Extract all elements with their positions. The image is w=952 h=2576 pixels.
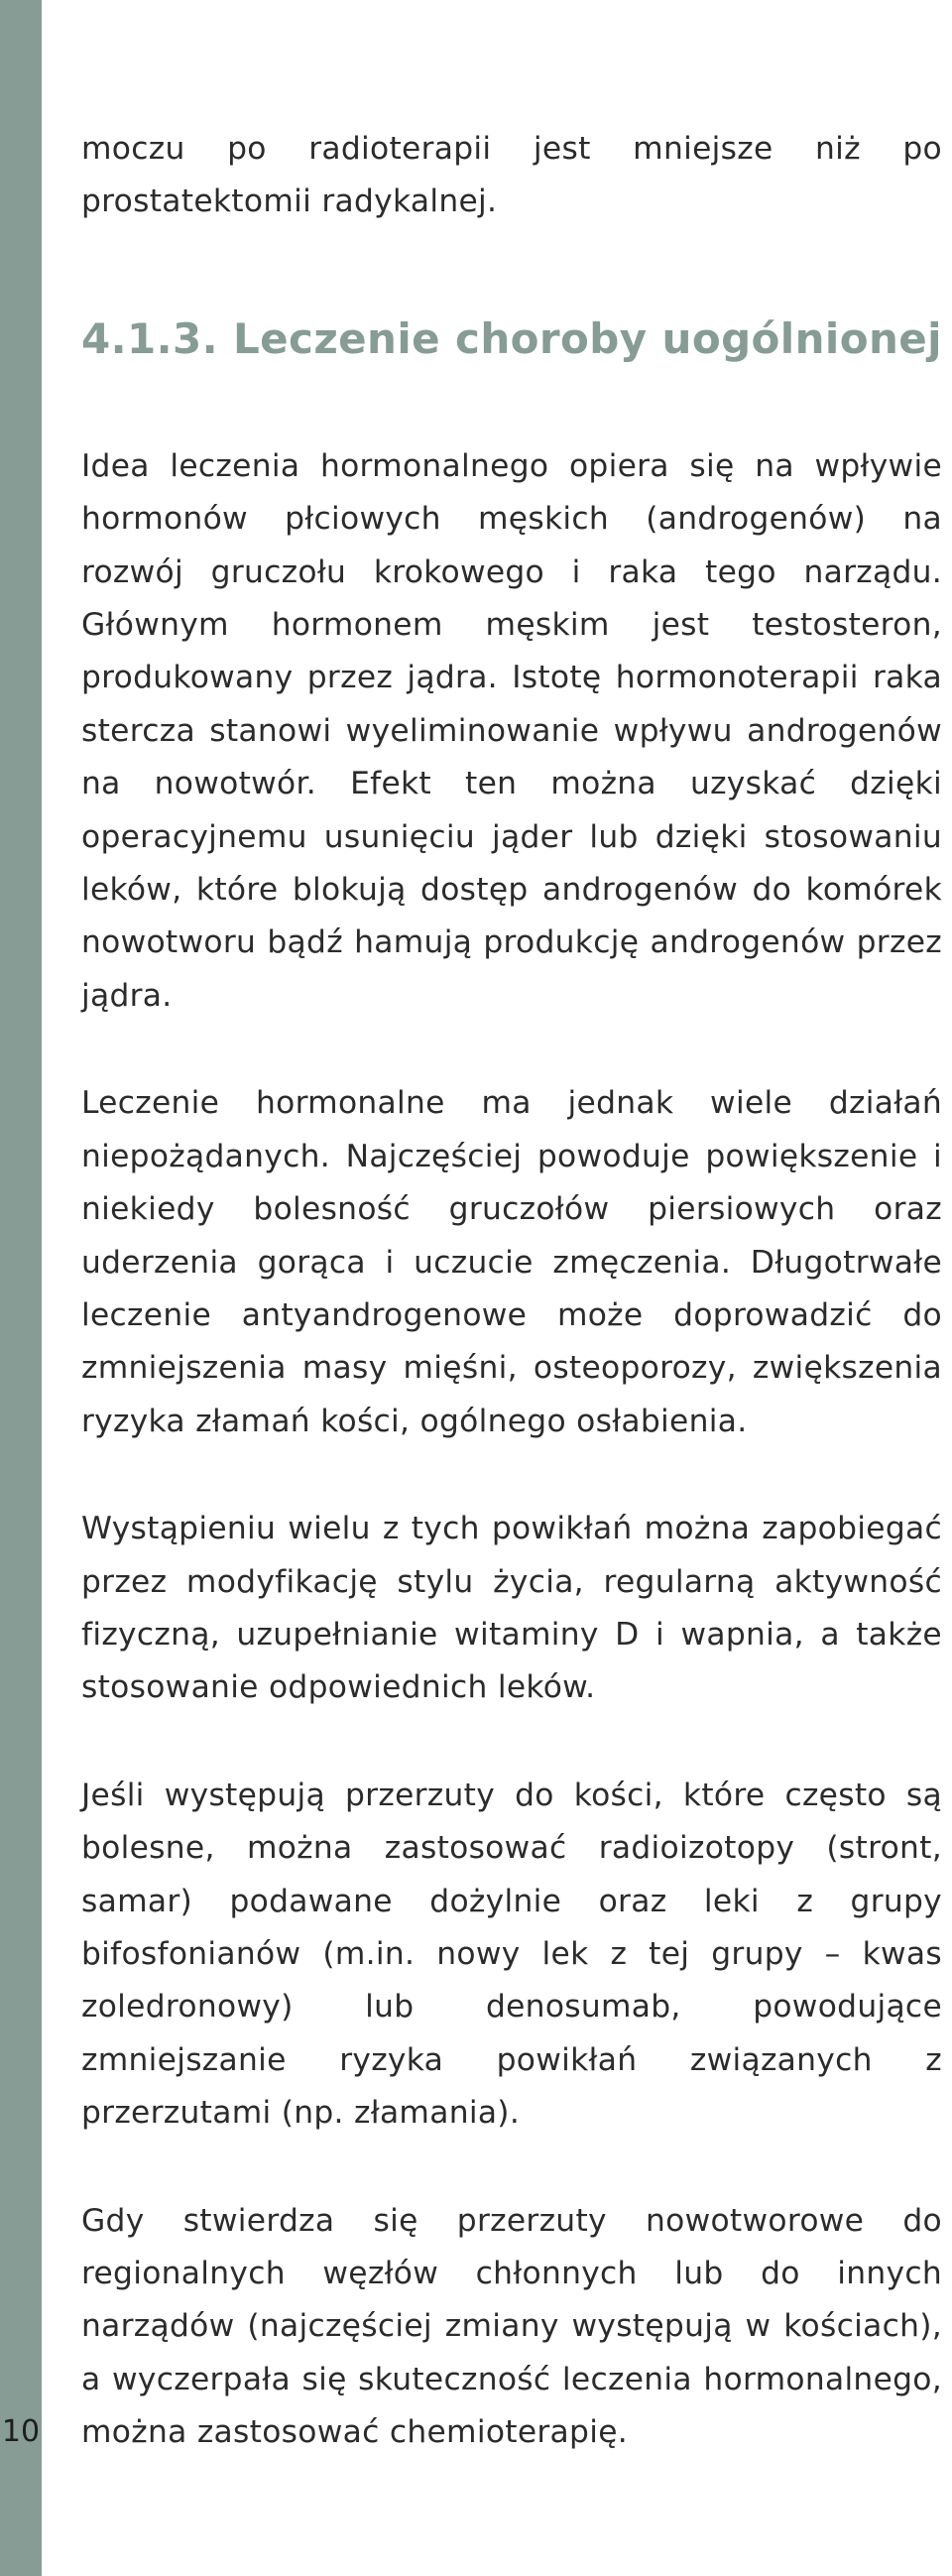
section-title: Leczenie choroby uogólnionej	[232, 313, 942, 363]
section-heading	[81, 311, 942, 367]
side-color-bar	[0, 0, 42, 2576]
section-number: 4.1.3.	[81, 313, 218, 363]
paragraph-side-effects: Leczenie hormonalne ma jednak wiele działań niepożądanych. Najczęściej powoduje powiększenie i niekiedy bolesność gruczołów piersiowych oraz uderzenia gorąca i uczucie zmęczenia. Długotrwałe leczenie antyandrogenowe może doprowadzić do zmniejszenia masy mięśni, osteoporozy, zwiększenia ryzyka złamań kości, ogólnego osłabienia.	[81, 1085, 942, 1439]
page-number: 10	[1, 2414, 41, 2449]
document-body	[81, 123, 942, 2460]
intro-fragment: moczu po radioterapii jest mniejsze niż po prostatektomii radykalnej.	[81, 131, 942, 220]
paragraph-hormonal-therapy: Idea leczenia hormonalnego opiera się na wpływie hormonów płciowych męskich (androgenów) na rozwój gruczołu krokowego i raka tego narządu. Głównym hormonem męskim jest testosteron, produkowany przez jądra. Istotę hormonoterapii raka stercza stanowi wyeliminowanie wpływu androgenów na nowotwór. Efekt ten można uzyskać dzięki operacyjnemu usunięciu jąder lub dzięki stosowaniu leków, które blokują dostęp androgenów do komórek nowotworu bądź hamują produkcję androgenów przez jądra.	[81, 447, 942, 1014]
paragraph-prevention: Wystąpieniu wielu z tych powikłań można zapobiegać przez modyfikację stylu życia, regularną aktywność fizyczną, uzupełnianie witaminy D i wapnia, a także stosowanie odpowiednich leków.	[81, 1511, 942, 1706]
paragraph-bone-metastases: Jeśli występują przerzuty do kości, które często są bolesne, można zastosować radioizotopy (stront, samar) podawane dożylnie oraz leki z grupy bifosfonianów (m.in. nowy lek z tej grupy – kwas zoledronowy) lub denosumab, powodujące zmniejszanie ryzyka powikłań związanych z przerzutami (np. złamania).	[81, 1777, 942, 2132]
paragraph-chemotherapy: Gdy stwierdza się przerzuty nowotworowe do regionalnych węzłów chłonnych lub do innych narządów (najczęściej zmiany występują w kościach), a wyczerpała się skuteczność leczenia hormonalnego, można zastosować chemioterapię.	[81, 2202, 942, 2451]
